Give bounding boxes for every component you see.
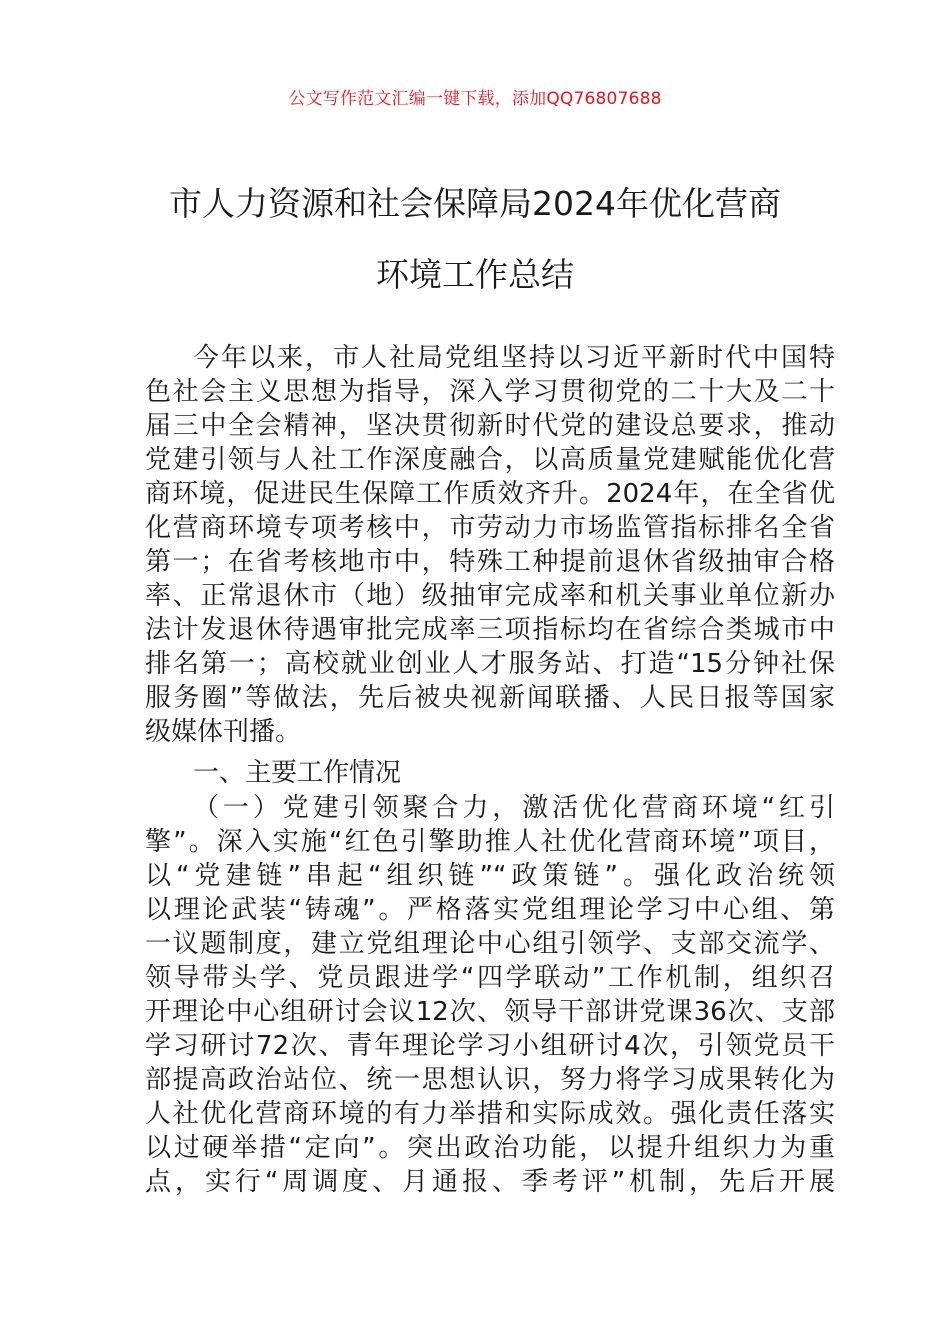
body-line: 以过硬举措“定向”。突出政治功能，以提升组织力为重 [145, 1133, 835, 1163]
body-line: 一议题制度，建立党组理论中心组引领学、支部交流学、 [145, 929, 835, 959]
body-line: 以“党建链”串起“组织链”“政策链”。强化政治统领 [145, 861, 835, 891]
body-line: 服务圈”等做法，先后被央视新闻联播、人民日报等国家 [145, 683, 835, 713]
document-title-line-1: 市人力资源和社会保障局2024年优化营商 [169, 184, 781, 223]
body-line: 色社会主义思想为指导，深入学习贯彻党的二十大及二十 [145, 377, 835, 407]
body-line: 今年以来，市人社局党组坚持以习近平新时代中国特 [193, 343, 835, 373]
download-watermark: 公文写作范文汇编一键下载，添加QQ76807688 [288, 89, 662, 109]
body-line: 部提高政治站位、统一思想认识，努力将学习成果转化为 [145, 1065, 835, 1095]
body-line: 学习研讨72次、青年理论学习小组研讨4次，引领党员干 [145, 1031, 835, 1061]
body-line: 化营商环境专项考核中，市劳动力市场监管指标排名全省 [145, 513, 835, 543]
body-line: 商环境，促进民生保障工作质效齐升。2024年，在全省优 [145, 479, 835, 509]
body-line: 级媒体刊播。 [145, 717, 302, 747]
body-line: 第一；在省考核地市中，特殊工种提前退休省级抽审合格 [145, 547, 835, 577]
body-line: 擎”。深入实施“红色引擎助推人社优化营商环境”项目， [145, 827, 835, 857]
section-heading: 一、主要工作情况 [193, 758, 402, 788]
body-line: 率、正常退休市（地）级抽审完成率和机关事业单位新办 [145, 581, 835, 611]
body-line: 点，实行“周调度、月通报、季考评”机制，先后开展 [145, 1167, 835, 1197]
document-title-line-2: 环境工作总结 [376, 255, 574, 294]
body-line: 党建引领与人社工作深度融合，以高质量党建赋能优化营 [145, 445, 835, 475]
body-line: 人社优化营商环境的有力举措和实际成效。强化责任落实 [145, 1099, 835, 1129]
body-line: 排名第一；高校就业创业人才服务站、打造“15分钟社保 [145, 649, 835, 679]
body-line: 以理论武装“铸魂”。严格落实党组理论学习中心组、第 [145, 895, 835, 925]
body-line: 届三中全会精神，坚决贯彻新时代党的建设总要求，推动 [145, 411, 835, 441]
subsection-heading: （一）党建引领聚合力，激活优化营商环境“红引 [193, 793, 835, 823]
body-line: 开理论中心组研讨会议12次、领导干部讲党课36次、支部 [145, 997, 835, 1027]
body-line: 法计发退休待遇审批完成率三项指标均在省综合类城市中 [145, 615, 835, 645]
body-line: 领导带头学、党员跟进学“四学联动”工作机制，组织召 [145, 963, 835, 993]
